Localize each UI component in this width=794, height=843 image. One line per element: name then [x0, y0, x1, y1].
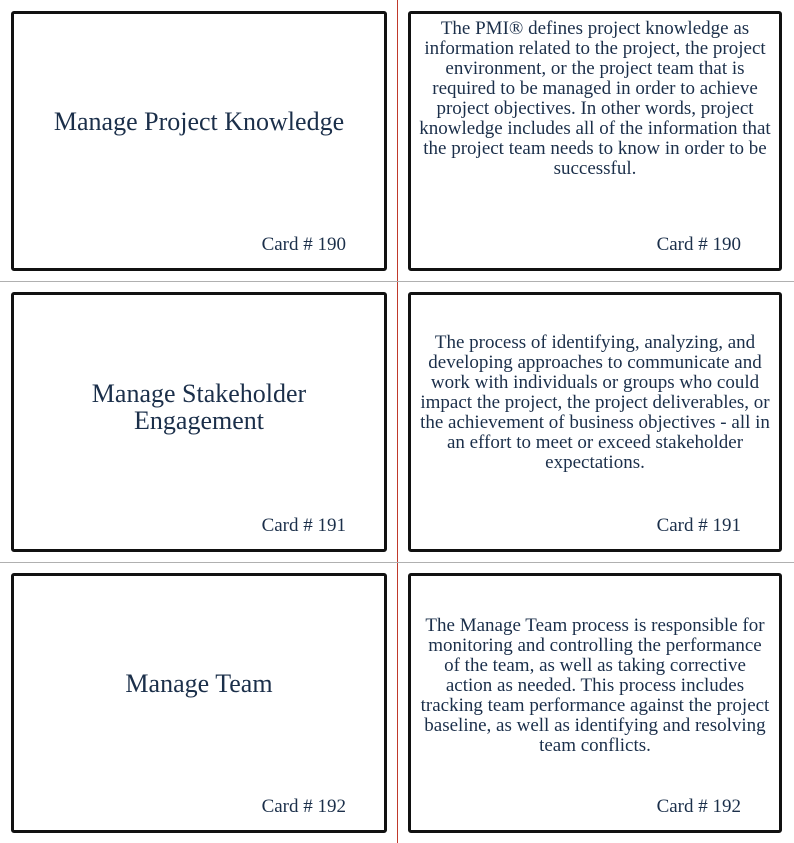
vertical-cut-line — [397, 0, 398, 843]
horizontal-cut-line — [0, 281, 794, 282]
horizontal-cut-line — [0, 562, 794, 563]
card-number: Card # 192 — [656, 796, 741, 817]
card-number: Card # 190 — [656, 234, 741, 255]
flashcard-front — [11, 573, 387, 833]
card-term: Manage Project Knowledge — [53, 106, 345, 136]
flashcard-back — [408, 573, 782, 833]
card-term: Manage Stakeholder Engagement — [91, 379, 307, 435]
card-number: Card # 190 — [261, 234, 346, 255]
card-definition: The process of identifying, analyzing, and developing approaches to communicate and work with individuals or groups who could impact the project, the project deliverables, or the achievement of business objectives - all in an effort to meet or exceed stakeholder expectations. — [420, 332, 770, 473]
flashcard-back — [408, 11, 782, 271]
flashcard-front — [11, 292, 387, 552]
flashcard-back — [408, 292, 782, 552]
card-definition: The PMI® defines project knowledge as information related to the project, the project environment, or the project team that is required to be managed in order to achieve project objectives. In other words, project knowledge includes all of the information that the project team needs to know in order to be successful. — [419, 18, 771, 179]
card-number: Card # 191 — [656, 515, 741, 536]
card-definition: The Manage Team process is responsible for monitoring and controlling the performance of the team, as well as taking corrective action as needed. This process includes tracking team performance against the project baseline, as well as identifying and resolving team conflicts. — [420, 615, 770, 756]
flashcard-front — [11, 11, 387, 271]
card-number: Card # 191 — [261, 515, 346, 536]
card-term: Manage Team — [125, 668, 273, 698]
card-number: Card # 192 — [261, 796, 346, 817]
